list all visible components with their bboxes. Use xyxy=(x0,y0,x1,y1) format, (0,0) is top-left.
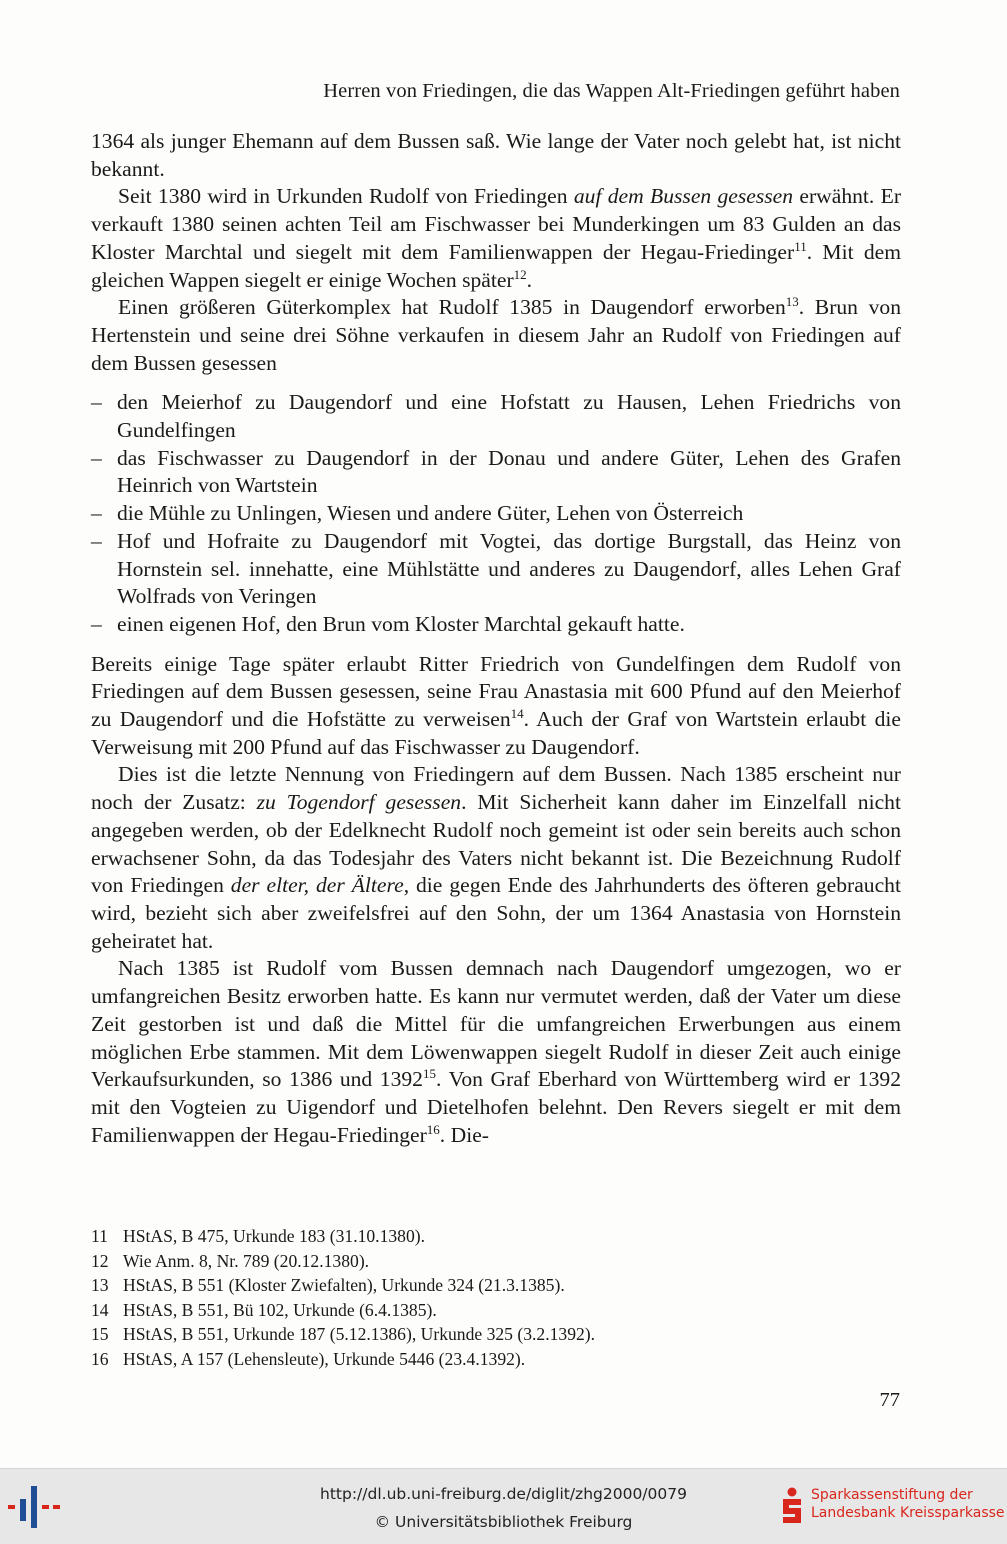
paragraph-1: 1364 als junger Ehemann auf dem Bussen saß. Wie lange der Vater noch gelebt hat, ist nicht bekannt. xyxy=(91,129,901,181)
list-item: – einen eigenen Hof, den Brun vom Kloster Marchtal gekauft hatte. xyxy=(91,611,901,639)
sparkasse-logo-icon xyxy=(780,1487,804,1527)
footnote-ref[interactable]: 11 xyxy=(794,238,807,254)
list-item: – das Fischwasser zu Daugendorf in der Donau und andere Güter, Lehen des Grafen Heinrich von Wartstein xyxy=(91,445,901,498)
paragraph-6: Nach 1385 ist Rudolf vom Bussen demnach nach Daugendorf umgezogen, wo er umfangreichen Besitz erworben hatte. Es kann nur vermutet werden, daß der Vater um diese Zeit gestorben ist und daß die Mittel für die umfangreichen Erwerbungen aus einem möglichen Erbe stammen. Mit dem Löwenwappen siegelt Rudolf in dieser Zeit auch einige Verkaufsurkunden, so 1386 und 1392$^{15}$. Von Graf Eberhard von Württemberg wird er 1392 mit den Vogteien zu Uigendorf und Dietelhofen belehnt. Den Revers siegelt er mit dem Familienwappen der Hegau-Friedinger$^{16}$. Die- xyxy=(91,956,901,1147)
footnote: 14 HStAS, B 551, Bü 102, Urkunde (6.4.1385). xyxy=(91,1299,437,1320)
holdings-list xyxy=(91,389,901,638)
footnote-ref[interactable]: 12 xyxy=(513,266,527,282)
sponsor-name: Sparkassenstiftung der Landesbank Kreissparkasse xyxy=(811,1487,1005,1521)
list-item: – den Meierhof zu Daugendorf und eine Hofstatt zu Hausen, Lehen Friedrichs von Gundelfingen xyxy=(91,390,901,443)
footnote: 12 Wie Anm. 8, Nr. 789 (20.12.1380). xyxy=(91,1250,370,1271)
paragraph-4: Bereits einige Tage später erlaubt Ritter Friedrich von Gundelfingen dem Rudolf von Friedingen auf dem Bussen gesessen, seine Frau Anastasia mit 600 Pfund auf den Meierhof zu Daugendorf und die Hofstätte zu verweisen$^{14}$. Auch der Graf von Wartstein erlaubt die Verweisung mit 200 Pfund auf das Fischwasser zu Daugendorf. xyxy=(91,651,901,759)
dash-bullet: – xyxy=(91,390,102,415)
footnotes xyxy=(91,1224,901,1372)
digitization-footer xyxy=(0,1468,1007,1544)
dash-bullet: – xyxy=(91,528,102,553)
paragraph-2: Seit 1380 wird in Urkunden Rudolf von Friedingen auf dem Bussen gesessen erwähnt. Er verkauft 1380 seinen achten Teil am Fischwasser bei Munderkingen um 83 Gulden an das Kloster Marchtal und siegelt mit dem Familienwappen der Hegau-Friedinger$^{11}$. Mit dem gleichen Wappen siegelt er einige Wochen später$^{12}$. xyxy=(91,184,902,292)
footnote: 11 HStAS, B 475, Urkunde 183 (31.10.1380). xyxy=(91,1226,426,1246)
copyright-notice: © Universitätsbibliothek Freiburg xyxy=(374,1513,633,1531)
footnote-ref[interactable]: 16 xyxy=(426,1121,440,1137)
body-text xyxy=(91,128,901,1149)
page-number: 77 xyxy=(879,1389,900,1411)
dash-bullet: – xyxy=(91,501,102,526)
footnote-ref[interactable]: 13 xyxy=(785,294,799,310)
footnote-ref[interactable]: 15 xyxy=(422,1066,436,1082)
footnote: 13 HStAS, B 551 (Kloster Zwiefalten), Urkunde 324 (21.3.1385). xyxy=(91,1275,565,1296)
footnote: 16 HStAS, A 157 (Lehensleute), Urkunde 5446 (23.4.1392). xyxy=(91,1348,526,1369)
footnote: 15 HStAS, B 551, Urkunde 187 (5.12.1386), Urkunde 325 (3.2.1392). xyxy=(91,1324,596,1345)
list-item: – Hof und Hofraite zu Daugendorf mit Vogtei, das dortige Burgstall, das Heinz von Hornstein sel. innehatte, eine Mühlstätte und anderes zu Daugendorf, alles Lehen Graf Wolfrads von Veringen xyxy=(91,528,901,609)
list-item: – die Mühle zu Unlingen, Wiesen und andere Güter, Lehen von Österreich xyxy=(91,500,901,528)
dash-bullet: – xyxy=(91,611,102,636)
dash-bullet: – xyxy=(91,445,102,470)
permalink-url[interactable]: http://dl.ub.uni-freiburg.de/diglit/zhg2000/0079 xyxy=(320,1485,687,1503)
paragraph-5: Dies ist die letzte Nennung von Friedingern auf dem Bussen. Nach 1385 erscheint nur noch der Zusatz: zu Togendorf gesessen. Mit Sicherheit kann daher im Einzelfall nicht angegeben werden, ob der Edelknecht Rudolf noch gemeint ist oder sein bereits auch schon erwachsener Sohn, da das Todesjahr des Vaters nicht bekannt ist. Die Bezeichnung Rudolf von Friedingen der elter, der Ältere, die gegen Ende des Jahrhunderts des öfteren gebraucht wird, bezieht sich aber zweifelsfrei auf den Sohn, der um 1364 Anastasia von Hornstein geheiratet hat. xyxy=(91,762,901,953)
paragraph-3: Einen größeren Güterkomplex hat Rudolf 1385 in Daugendorf erworben$^{13}$. Brun von Hertenstein und seine drei Söhne verkaufen in diesem Jahr an Rudolf von Friedingen auf dem Bussen gesessen xyxy=(91,294,901,375)
running-head: Herren von Friedingen, die das Wappen Alt-Friedingen geführt haben xyxy=(323,80,900,102)
footnote-ref[interactable]: 14 xyxy=(510,705,524,721)
